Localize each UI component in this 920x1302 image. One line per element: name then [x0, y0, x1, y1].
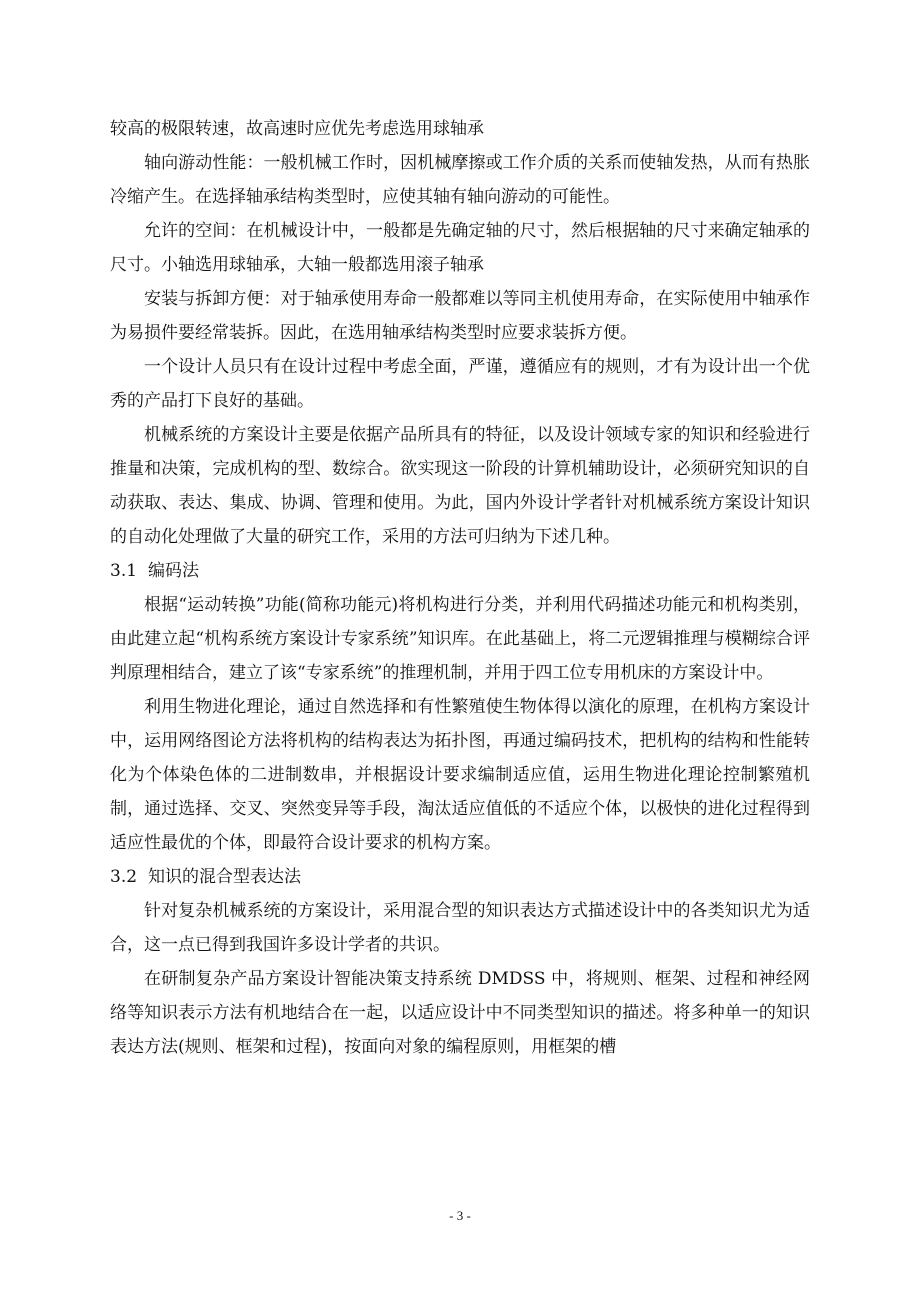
document-body — [110, 112, 810, 1064]
section-heading-3-2 — [110, 860, 810, 894]
paragraph-ball-bearing-speed: 较高的极限转速，故高速时应优先考虑选用球轴承 — [110, 119, 484, 139]
section-heading-3-1 — [110, 554, 810, 588]
paragraph-installation: 安装与拆卸方便：对于轴承使用寿命一般都难以等同主机使用寿命，在实际使用中轴承作为易损件要经常装拆。因此，在选用轴承结构类型时应要求装拆方便。 — [110, 289, 810, 343]
paragraph-designer: 一个设计人员只有在设计过程中考虑全面，严谨，遵循应有的规则，才有为设计出一个优秀的产品打下良好的基础。 — [110, 357, 810, 411]
section-number: 3.2 — [110, 867, 138, 887]
section-title: 知识的混合型表达法 — [148, 867, 301, 887]
paragraph-allowed-space: 允许的空间：在机械设计中，一般都是先确定轴的尺寸，然后根据轴的尺寸来确定轴承的尺寸。小轴选用球轴承，大轴一般都选用滚子轴承 — [110, 221, 810, 275]
paragraph-axial-float: 轴向游动性能：一般机械工作时，因机械摩擦或工作介质的关系而使轴发热，从而有热胀冷缩产生。在选择轴承结构类型时，应使其轴有轴向游动的可能性。 — [110, 153, 810, 207]
section-title: 编码法 — [148, 561, 199, 581]
section-number: 3.1 — [110, 561, 138, 581]
paragraph-scheme-design: 机械系统的方案设计主要是依据产品所具有的特征，以及设计领域专家的知识和经验进行推量和决策，完成机构的型、数综合。欲实现这一阶段的计算机辅助设计，必须研究知识的自动获取、表达、集成、协调、管理和使用。为此，国内外设计学者针对机械系统方案设计知识的自动化处理做了大量的研究工作，采用的方法可归纳为下述几种。 — [110, 425, 810, 547]
paragraph-motion-conversion: 根据“运动转换”功能(简称功能元)将机构进行分类，并利用代码描述功能元和机构类别，由此建立起“机构系统方案设计专家系统”知识库。在此基础上，将二元逻辑推理与模糊综合评判原理相结合，建立了该“专家系统”的推理机制，并用于四工位专用机床的方案设计中。 — [110, 595, 810, 683]
paragraph-hybrid-knowledge: 针对复杂机械系统的方案设计，采用混合型的知识表达方式描述设计中的各类知识尤为适合，这一点已得到我国许多设计学者的共识。 — [110, 901, 810, 955]
paragraph-dmdss: 在研制复杂产品方案设计智能决策支持系统 DMDSS 中，将规则、框架、过程和神经网络等知识表示方法有机地结合在一起，以适应设计中不同类型知识的描述。将多种单一的知识表达方法(规则、框架和过程)，按面向对象的编程原则，用框架的槽 — [110, 969, 810, 1057]
paragraph-evolution-theory: 利用生物进化理论，通过自然选择和有性繁殖使生物体得以演化的原理，在机构方案设计中，运用网络图论方法将机构的结构表达为拓扑图，再通过编码技术，把机构的结构和性能转化为个体染色体的二进制数串，并根据设计要求编制适应值，运用生物进化理论控制繁殖机制，通过选择、交叉、突然变异等手段，淘汰适应值低的不适应个体，以极快的进化过程得到适应性最优的个体，即最符合设计要求的机构方案。 — [110, 697, 810, 853]
page-number: - 3 - — [449, 1208, 471, 1223]
